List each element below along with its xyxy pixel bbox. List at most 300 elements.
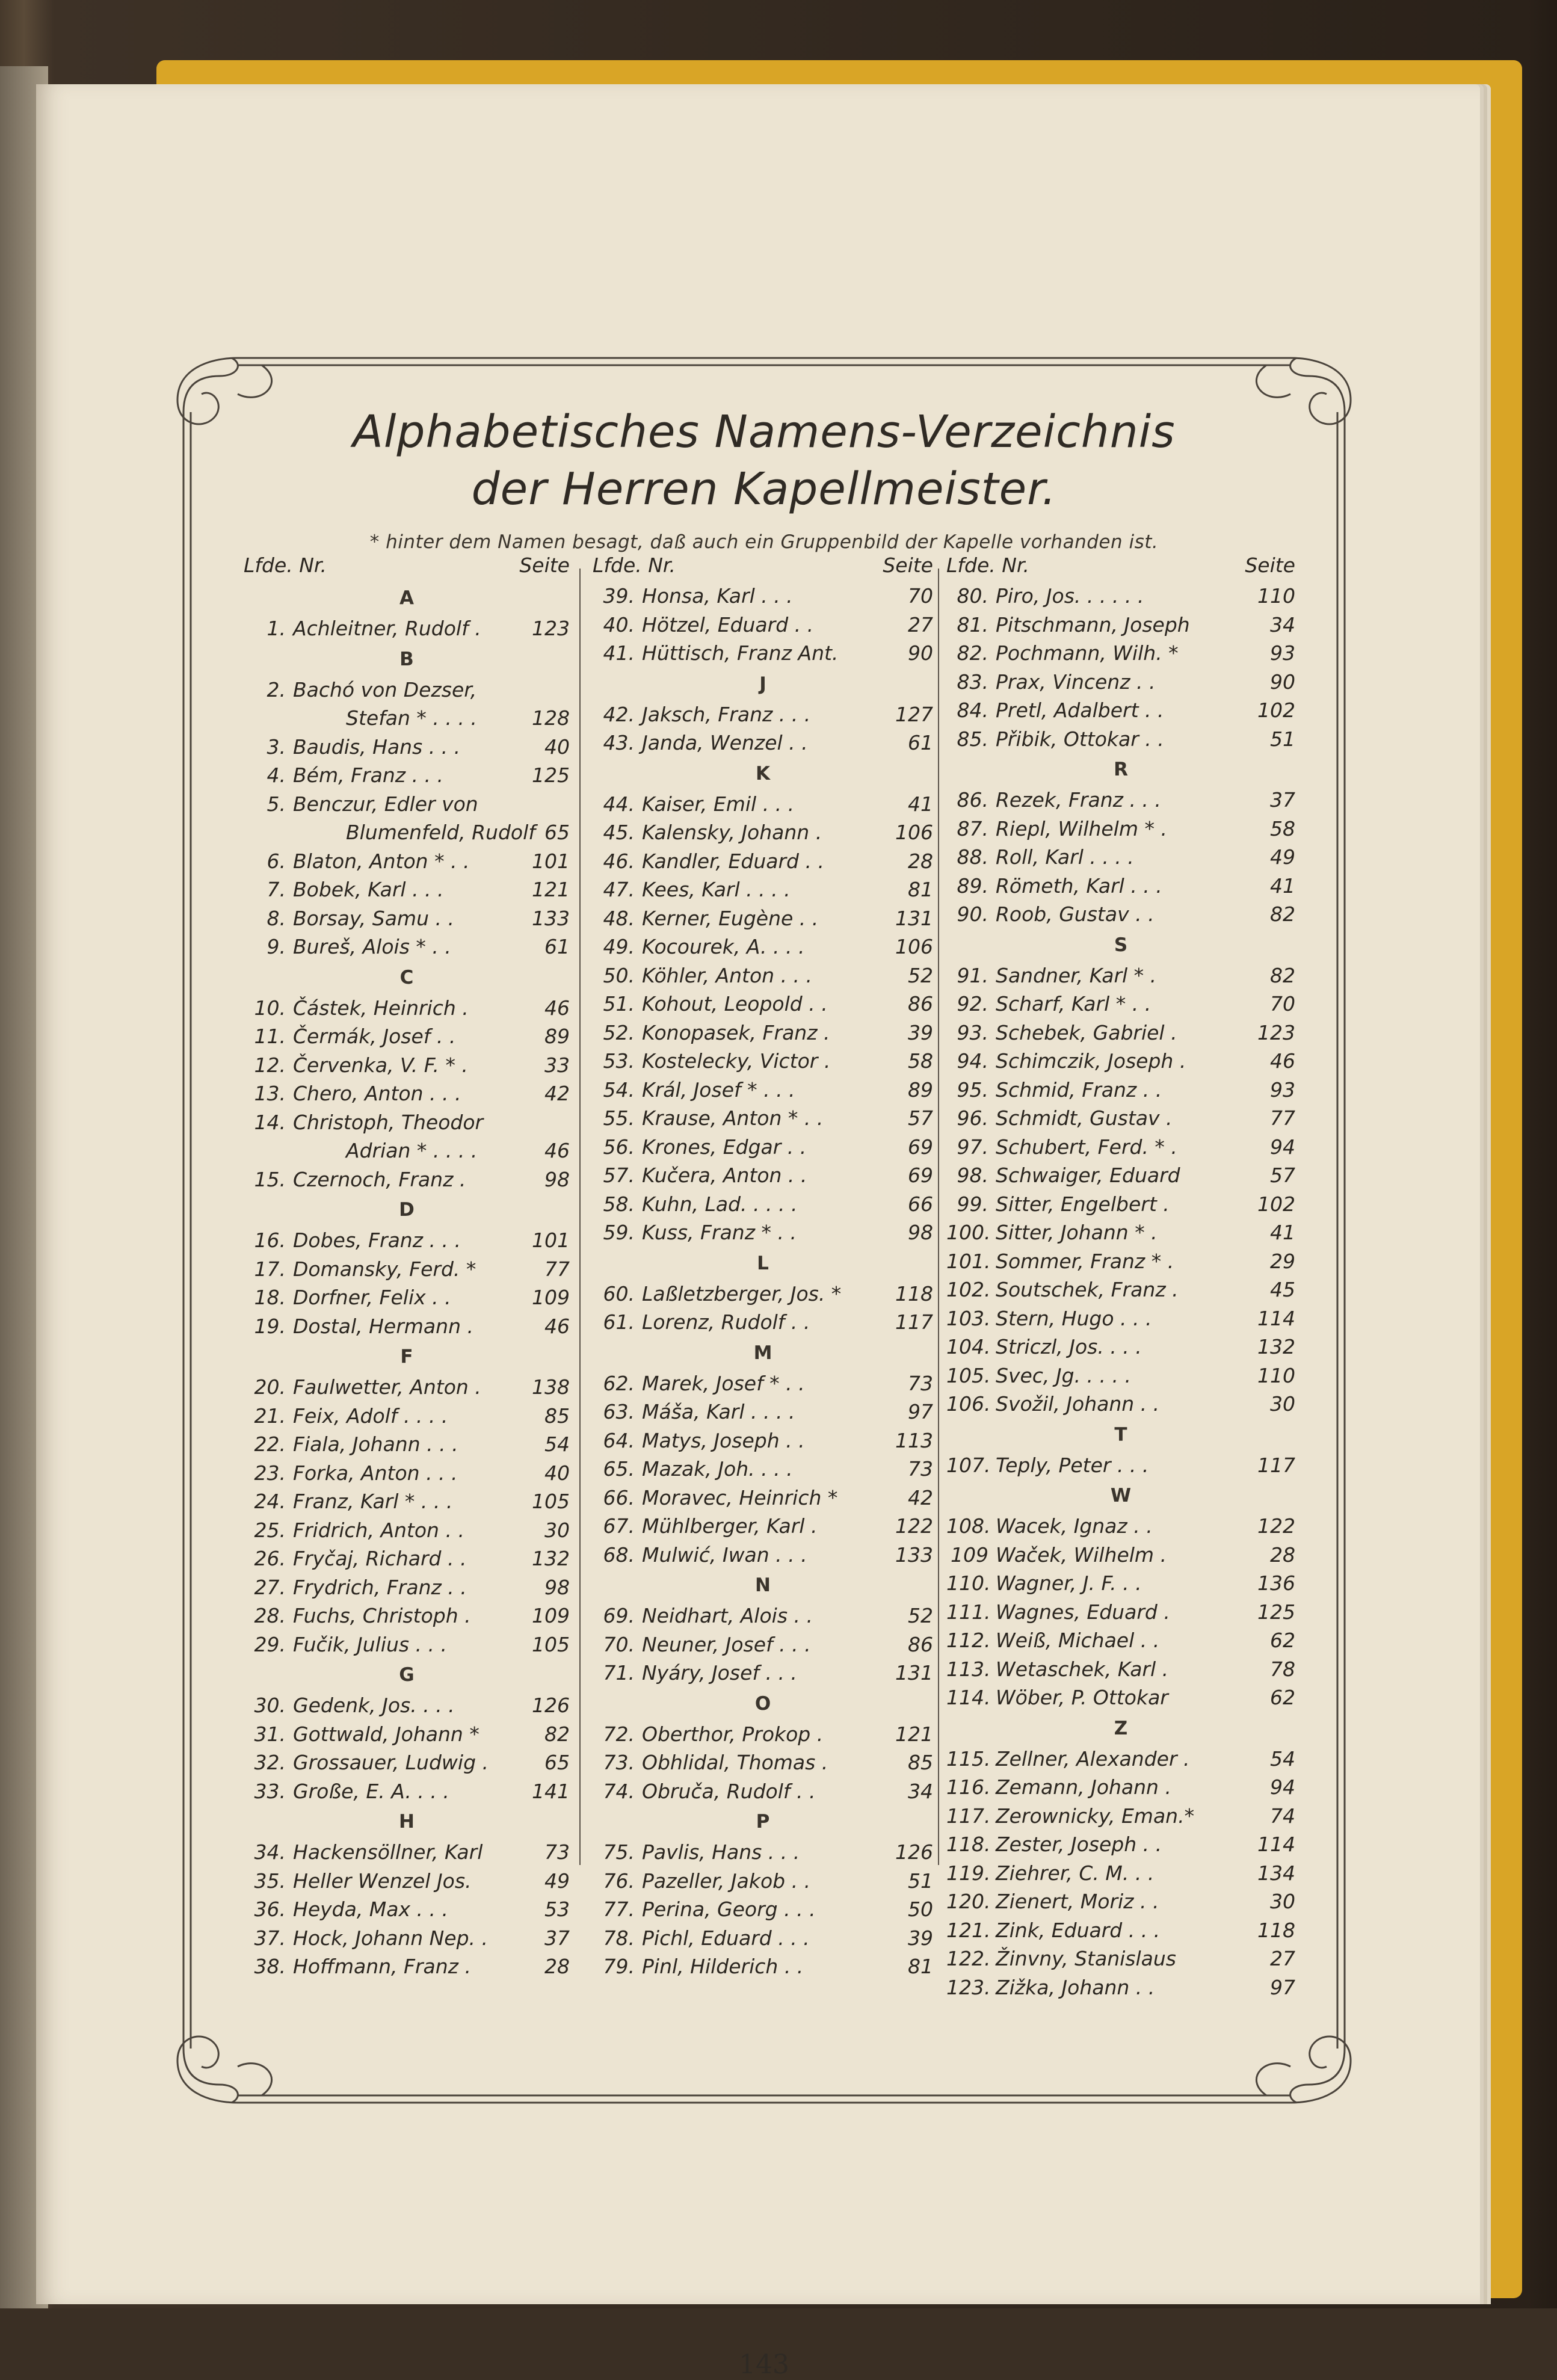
index-entry bbox=[244, 1924, 570, 1953]
section-letter: P bbox=[756, 1811, 770, 1833]
index-entry bbox=[593, 1630, 933, 1659]
index-entry bbox=[244, 1487, 570, 1516]
index-entry bbox=[593, 1190, 933, 1219]
entry-name: Perina, Georg . . . bbox=[642, 1898, 816, 1921]
entry-page: 134 bbox=[1257, 1861, 1295, 1885]
entry-page: 117 bbox=[895, 1310, 933, 1334]
entry-page: 93 bbox=[1270, 641, 1295, 665]
column-header-number: Lfde. Nr. bbox=[946, 553, 1029, 577]
entry-page: 28 bbox=[908, 849, 933, 873]
entry-page: 74 bbox=[1270, 1804, 1295, 1828]
index-entry bbox=[244, 1255, 570, 1284]
entry-number: 74. bbox=[603, 1779, 635, 1803]
entry-number: 33. bbox=[254, 1779, 286, 1803]
index-entry bbox=[593, 1455, 933, 1484]
entry-name: Hüttisch, Franz Ant. bbox=[642, 641, 839, 665]
entry-name: Weiß, Michael . . bbox=[996, 1629, 1160, 1652]
index-entry bbox=[946, 1218, 1295, 1247]
index-entry bbox=[244, 875, 570, 904]
entry-name: Teply, Peter . . . bbox=[996, 1453, 1149, 1477]
entry-number: 110. bbox=[946, 1571, 991, 1595]
index-entry bbox=[244, 1602, 570, 1630]
entry-number: 30. bbox=[254, 1694, 286, 1717]
entry-name: Krones, Edgar . . bbox=[642, 1135, 807, 1159]
entry-page: 58 bbox=[908, 1049, 933, 1073]
index-entry bbox=[244, 1630, 570, 1659]
entry-name: Gottwald, Johann * bbox=[293, 1722, 479, 1746]
entry-page: 33 bbox=[544, 1053, 570, 1077]
entry-number: 36. bbox=[254, 1898, 286, 1921]
index-entry bbox=[946, 1104, 1295, 1133]
entry-number: 96. bbox=[957, 1106, 988, 1130]
entry-name: Zižka, Johann . . bbox=[996, 1975, 1155, 1999]
index-entry bbox=[946, 1047, 1295, 1076]
entry-page: 133 bbox=[895, 1543, 933, 1567]
entry-name: Svožil, Johann . . bbox=[996, 1392, 1160, 1416]
index-entry bbox=[946, 1390, 1295, 1419]
entry-name: Zerownicky, Eman.* bbox=[996, 1804, 1195, 1828]
entry-page: 73 bbox=[544, 1840, 570, 1864]
index-entry bbox=[244, 1312, 570, 1341]
entry-page: 77 bbox=[1270, 1106, 1295, 1130]
entry-page: 133 bbox=[532, 906, 570, 930]
column-header bbox=[593, 553, 933, 582]
entry-name: Feix, Adolf . . . . bbox=[293, 1404, 448, 1428]
entry-name: Ziehrer, C. M. . . bbox=[996, 1861, 1155, 1885]
entry-name: Konopasek, Franz . bbox=[642, 1020, 830, 1044]
entry-page: 62 bbox=[1270, 1629, 1295, 1652]
entry-page: 51 bbox=[1270, 727, 1295, 751]
entry-number: 95. bbox=[957, 1077, 988, 1102]
section-letter: H bbox=[399, 1811, 415, 1833]
entry-number: 65. bbox=[603, 1457, 635, 1481]
entry-name: Neidhart, Alois . . bbox=[642, 1604, 813, 1627]
entry-name: Pichl, Eduard . . . bbox=[642, 1926, 810, 1950]
entry-page: 54 bbox=[1270, 1746, 1295, 1771]
entry-number: 72. bbox=[603, 1722, 635, 1746]
index-entry bbox=[946, 815, 1295, 843]
entry-number: 78. bbox=[603, 1926, 635, 1950]
entry-page: 27 bbox=[908, 612, 933, 637]
title-line-2: der Herren Kapellmeister. bbox=[471, 463, 1057, 515]
entry-page: 49 bbox=[1270, 845, 1295, 869]
index-entry bbox=[244, 1283, 570, 1312]
entry-number: 18. bbox=[254, 1286, 286, 1309]
index-entry bbox=[593, 1047, 933, 1076]
index-entry bbox=[593, 1369, 933, 1398]
entry-number: 47. bbox=[603, 878, 635, 901]
entry-page: 82 bbox=[544, 1722, 570, 1746]
index-entry bbox=[946, 1076, 1295, 1105]
entry-page: 90 bbox=[1270, 670, 1295, 694]
entry-name: Sommer, Franz * . bbox=[996, 1249, 1174, 1273]
entry-name: Pinl, Hilderich . . bbox=[642, 1955, 804, 1978]
entry-page: 46 bbox=[544, 1139, 570, 1162]
entry-name: Zester, Joseph . . bbox=[996, 1833, 1162, 1856]
entry-page: 106 bbox=[895, 821, 933, 844]
section-letter: Z bbox=[1114, 1717, 1128, 1739]
entry-name: Sitter, Johann * . bbox=[996, 1221, 1158, 1244]
entry-page: 127 bbox=[895, 702, 933, 726]
entry-page: 110 bbox=[1257, 1363, 1295, 1387]
section-letter: F bbox=[400, 1346, 413, 1367]
index-entry bbox=[946, 1190, 1295, 1219]
index-column-2 bbox=[593, 553, 933, 1981]
entry-number: 38. bbox=[254, 1955, 286, 1978]
index-entry bbox=[244, 1691, 570, 1720]
entry-page: 50 bbox=[908, 1898, 933, 1921]
index-entry bbox=[946, 1275, 1295, 1304]
column-header bbox=[946, 553, 1295, 582]
entry-page: 102 bbox=[1257, 698, 1295, 722]
entry-page: 82 bbox=[1270, 963, 1295, 987]
entry-number: 49. bbox=[603, 935, 635, 958]
entry-number: 15. bbox=[254, 1167, 286, 1191]
index-entry bbox=[946, 1683, 1295, 1712]
section-letter: K bbox=[755, 762, 771, 785]
entry-name: Kučera, Anton . . bbox=[642, 1164, 807, 1187]
entry-page: 39 bbox=[908, 1020, 933, 1044]
entry-name: Schubert, Ferd. * . bbox=[996, 1135, 1177, 1159]
entry-number: 56. bbox=[603, 1135, 635, 1159]
entry-number: 97. bbox=[957, 1135, 988, 1159]
entry-number: 79. bbox=[603, 1955, 635, 1978]
section-letter: G bbox=[399, 1664, 415, 1686]
entry-number: 94. bbox=[957, 1049, 988, 1073]
entry-number: 9. bbox=[267, 935, 286, 958]
index-entry bbox=[946, 1973, 1295, 2002]
entry-name: Fučik, Julius . . . bbox=[293, 1632, 447, 1656]
entry-page: 101 bbox=[532, 1229, 570, 1252]
entry-number: 45. bbox=[603, 821, 635, 844]
section-letter: O bbox=[754, 1692, 771, 1715]
entry-page: 89 bbox=[544, 1025, 570, 1048]
entry-name: Červenka, V. F. * . bbox=[293, 1053, 468, 1077]
entry-page: 28 bbox=[544, 1955, 570, 1978]
entry-page: 136 bbox=[1257, 1571, 1295, 1595]
entry-page: 37 bbox=[544, 1926, 570, 1950]
index-entry bbox=[946, 725, 1295, 754]
entry-page: 39 bbox=[908, 1926, 933, 1950]
entry-page: 52 bbox=[908, 963, 933, 987]
entry-name: Kocourek, A. . . . bbox=[642, 935, 805, 958]
index-entry bbox=[593, 933, 933, 961]
entry-number: 5. bbox=[267, 792, 286, 816]
index-entry bbox=[244, 676, 570, 704]
entry-page: 141 bbox=[532, 1779, 570, 1803]
entry-name: Schwaiger, Eduard bbox=[996, 1164, 1180, 1187]
entry-name: Mühlberger, Karl . bbox=[642, 1514, 818, 1538]
entry-name: Roll, Karl . . . . bbox=[996, 845, 1134, 869]
entry-name: Köhler, Anton . . . bbox=[642, 963, 813, 987]
index-entry bbox=[946, 1161, 1295, 1190]
entry-number: 52. bbox=[603, 1020, 635, 1044]
entry-page: 41 bbox=[908, 792, 933, 816]
entry-number: 54. bbox=[603, 1077, 635, 1102]
entry-number: 41. bbox=[603, 641, 635, 665]
entry-number: 51. bbox=[603, 992, 635, 1016]
column-header-page: Seite bbox=[1245, 553, 1295, 577]
index-entry bbox=[593, 1218, 933, 1247]
entry-page: 126 bbox=[895, 1840, 933, 1864]
entry-page: 62 bbox=[1270, 1686, 1295, 1709]
entry-number: 109 bbox=[951, 1543, 988, 1567]
entry-name: Rezek, Franz . . . bbox=[996, 788, 1161, 812]
entry-name: Marek, Josef * . . bbox=[642, 1371, 805, 1395]
entry-page: 97 bbox=[1270, 1975, 1295, 1999]
entry-name: Faulwetter, Anton . bbox=[293, 1375, 481, 1399]
entry-page: 94 bbox=[1270, 1135, 1295, 1159]
entry-page: 70 bbox=[1270, 992, 1295, 1016]
entry-page: 106 bbox=[895, 935, 933, 958]
entry-number: 61. bbox=[603, 1310, 635, 1334]
entry-name: Dorfner, Felix . . bbox=[293, 1286, 451, 1309]
entry-page: 117 bbox=[1257, 1453, 1295, 1477]
column-divider bbox=[938, 569, 939, 1865]
entry-page: 28 bbox=[1270, 1543, 1295, 1567]
entry-page: 114 bbox=[1257, 1833, 1295, 1856]
entry-name: Frydrich, Franz . . bbox=[293, 1575, 467, 1599]
entry-name: Dostal, Hermann . bbox=[293, 1314, 473, 1338]
entry-number: 13. bbox=[254, 1082, 286, 1105]
section-letter: N bbox=[755, 1574, 771, 1596]
index-entry bbox=[244, 1777, 570, 1806]
entry-name: Wagnes, Eduard . bbox=[996, 1600, 1170, 1624]
entry-number: 101. bbox=[946, 1249, 991, 1273]
entry-page: 113 bbox=[895, 1428, 933, 1452]
entry-name: Pitschmann, Joseph bbox=[996, 612, 1190, 637]
entry-name: Schmid, Franz . . bbox=[996, 1077, 1162, 1102]
entry-number: 59. bbox=[603, 1221, 635, 1244]
index-entry bbox=[593, 1659, 933, 1688]
index-entry bbox=[593, 729, 933, 757]
entry-number: 60. bbox=[603, 1281, 635, 1306]
entry-page: 27 bbox=[1270, 1947, 1295, 1970]
index-entry bbox=[946, 786, 1295, 815]
index-entry bbox=[946, 1541, 1295, 1570]
index-entry bbox=[593, 1512, 933, 1541]
entry-name: Wetaschek, Karl . bbox=[996, 1657, 1169, 1681]
entry-page: 69 bbox=[908, 1164, 933, 1187]
index-entry bbox=[946, 1333, 1295, 1361]
entry-name: Kuhn, Lad. . . . . bbox=[642, 1192, 798, 1216]
entry-name: Striczl, Jos. . . . bbox=[996, 1335, 1142, 1358]
entry-name: Janda, Wenzel . . bbox=[642, 731, 808, 754]
index-entry bbox=[244, 847, 570, 876]
entry-page: 41 bbox=[1270, 874, 1295, 898]
entry-name: Neuner, Josef . . . bbox=[642, 1632, 811, 1656]
entry-number: 106. bbox=[946, 1392, 991, 1416]
entry-number: 111. bbox=[946, 1600, 991, 1624]
index-entry bbox=[244, 1867, 570, 1896]
entry-page: 73 bbox=[908, 1371, 933, 1395]
entry-page: 42 bbox=[544, 1082, 570, 1105]
entry-number: 14. bbox=[254, 1110, 286, 1134]
index-entry bbox=[593, 1161, 933, 1190]
entry-number: 116. bbox=[946, 1775, 991, 1799]
entry-number: 32. bbox=[254, 1751, 286, 1774]
index-entry bbox=[244, 1165, 570, 1194]
entry-number: 102. bbox=[946, 1278, 991, 1301]
index-entry bbox=[244, 1516, 570, 1545]
entry-name: Žinvny, Stanislaus bbox=[996, 1947, 1176, 1970]
entry-name: Jaksch, Franz . . . bbox=[642, 702, 811, 726]
entry-name: Wagner, J. F. . . bbox=[996, 1571, 1142, 1595]
entry-number: 22. bbox=[254, 1432, 286, 1456]
entry-number: 82. bbox=[957, 641, 988, 665]
asterisk-note: * hinter dem Namen besagt, daß auch ein Gruppenbild der Kapelle vorhanden ist. bbox=[369, 531, 1159, 553]
entry-name: Oberthor, Prokop . bbox=[642, 1722, 824, 1746]
entry-name: Lorenz, Rudolf . . bbox=[642, 1310, 810, 1334]
entry-number: 40. bbox=[603, 612, 635, 637]
entry-number: 108. bbox=[946, 1514, 991, 1538]
entry-number: 37. bbox=[254, 1926, 286, 1950]
entry-name: Mulwić, Iwan . . . bbox=[642, 1543, 807, 1567]
index-entry bbox=[244, 904, 570, 933]
index-entry bbox=[946, 1512, 1295, 1541]
entry-name: Fridrich, Anton . . bbox=[293, 1518, 464, 1542]
entry-number: 80. bbox=[957, 584, 988, 608]
index-entry bbox=[946, 900, 1295, 929]
index-entry bbox=[593, 1867, 933, 1896]
entry-page: 131 bbox=[895, 1661, 933, 1685]
entry-name: Obhlidal, Thomas . bbox=[642, 1751, 828, 1774]
entry-page: 89 bbox=[908, 1077, 933, 1102]
entry-number: 43. bbox=[603, 731, 635, 754]
entry-number: 16. bbox=[254, 1229, 286, 1252]
entry-page: 61 bbox=[544, 935, 570, 958]
entry-page: 114 bbox=[1257, 1306, 1295, 1330]
index-entry bbox=[946, 611, 1295, 640]
entry-page: 138 bbox=[532, 1375, 570, 1399]
entry-page: 98 bbox=[544, 1575, 570, 1599]
entry-page: 34 bbox=[1270, 612, 1295, 637]
entry-page: 125 bbox=[1257, 1600, 1295, 1624]
entry-page: 51 bbox=[908, 1869, 933, 1893]
ornamental-frame bbox=[165, 340, 1363, 2380]
entry-name: Pavlis, Hans . . . bbox=[642, 1840, 800, 1864]
column-header-number: Lfde. Nr. bbox=[593, 553, 676, 577]
index-entry bbox=[593, 639, 933, 668]
entry-name: Scharf, Karl * . . bbox=[996, 992, 1152, 1016]
entry-name: Baudis, Hans . . . bbox=[293, 735, 461, 759]
entry-page: 118 bbox=[895, 1281, 933, 1306]
entry-name: Zellner, Alexander . bbox=[996, 1746, 1190, 1771]
entry-page: 105 bbox=[532, 1490, 570, 1513]
entry-number: 28. bbox=[254, 1604, 286, 1627]
entry-number: 2. bbox=[267, 677, 286, 701]
entry-name: Kohout, Leopold . . bbox=[642, 992, 828, 1016]
index-entry bbox=[244, 1226, 570, 1255]
index-entry bbox=[244, 1051, 570, 1080]
entry-page: 132 bbox=[1257, 1335, 1295, 1358]
entry-name: Dobes, Franz . . . bbox=[293, 1229, 461, 1252]
entry-number: 39. bbox=[603, 584, 635, 608]
entry-page: 57 bbox=[908, 1106, 933, 1130]
entry-page: 98 bbox=[544, 1167, 570, 1191]
entry-name: Částek, Heinrich . bbox=[293, 996, 469, 1020]
page-number: 143 bbox=[739, 2349, 789, 2380]
entry-number: 76. bbox=[603, 1869, 635, 1893]
section-letter: C bbox=[399, 966, 414, 988]
index-entry bbox=[946, 1773, 1295, 1802]
index-entry bbox=[244, 1430, 570, 1459]
entry-number: 64. bbox=[603, 1428, 635, 1452]
index-entry bbox=[593, 1133, 933, 1162]
entry-name: Bureš, Alois * . . bbox=[293, 935, 451, 958]
entry-number: 119. bbox=[946, 1861, 991, 1885]
index-entry bbox=[946, 1944, 1295, 1973]
entry-number: 3. bbox=[267, 735, 286, 759]
entry-page: 126 bbox=[532, 1694, 570, 1717]
entry-name: Benczur, Edler von bbox=[293, 792, 478, 816]
index-entry bbox=[946, 1451, 1295, 1480]
entry-number: 89. bbox=[957, 874, 988, 898]
entry-name: Matys, Joseph . . bbox=[642, 1428, 805, 1452]
entry-name: Pochmann, Wilh. * bbox=[996, 641, 1179, 665]
index-entry bbox=[244, 994, 570, 1023]
index-entry bbox=[593, 1777, 933, 1806]
index-entry bbox=[946, 1745, 1295, 1774]
entry-number: 123. bbox=[946, 1975, 991, 1999]
entry-name: Kaiser, Emil . . . bbox=[642, 792, 795, 816]
index-entry bbox=[244, 704, 570, 733]
entry-name: Forka, Anton . . . bbox=[293, 1461, 458, 1485]
index-entry bbox=[593, 1484, 933, 1512]
entry-page: 41 bbox=[1270, 1221, 1295, 1244]
entry-page: 66 bbox=[908, 1192, 933, 1216]
entry-number: 19. bbox=[254, 1314, 286, 1338]
entry-name: Kees, Karl . . . . bbox=[642, 878, 791, 901]
entry-number: 81. bbox=[957, 612, 988, 637]
entry-page: 34 bbox=[908, 1779, 933, 1803]
entry-page: 86 bbox=[908, 1632, 933, 1656]
index-entry bbox=[946, 1859, 1295, 1888]
index-entry bbox=[593, 1895, 933, 1924]
index-entry bbox=[244, 933, 570, 961]
entry-name: Krause, Anton * . . bbox=[642, 1106, 824, 1130]
entry-number: 46. bbox=[603, 849, 635, 873]
column-divider bbox=[579, 569, 581, 1865]
entry-name: Kuss, Franz * . . bbox=[642, 1221, 797, 1244]
entry-number: 113. bbox=[946, 1657, 991, 1681]
entry-name: Domansky, Ferd. * bbox=[293, 1257, 476, 1281]
section-letter: R bbox=[1114, 759, 1128, 780]
entry-name: Zienert, Moriz . . bbox=[996, 1890, 1159, 1913]
entry-name: Czernoch, Franz . bbox=[293, 1167, 466, 1191]
column-header-page: Seite bbox=[519, 553, 570, 577]
index-entry bbox=[593, 1280, 933, 1309]
index-entry bbox=[593, 904, 933, 933]
entry-number: 66. bbox=[603, 1485, 635, 1509]
index-entry bbox=[244, 733, 570, 762]
entry-name: Fryčaj, Richard . . bbox=[293, 1547, 467, 1570]
entry-page: 78 bbox=[1270, 1657, 1295, 1681]
entry-name: Heyda, Max . . . bbox=[293, 1898, 448, 1921]
section-letter: J bbox=[759, 673, 766, 695]
entry-name: Obruča, Rudolf . . bbox=[642, 1779, 816, 1803]
entry-number: 85. bbox=[957, 727, 988, 751]
entry-number: 87. bbox=[957, 816, 988, 840]
entry-number: 12. bbox=[254, 1053, 286, 1077]
column-header-number: Lfde. Nr. bbox=[244, 553, 327, 577]
entry-name: Wöber, P. Ottokar bbox=[996, 1686, 1168, 1709]
entry-name: Kostelecky, Victor . bbox=[642, 1049, 831, 1073]
index-entry bbox=[593, 611, 933, 640]
entry-page: 118 bbox=[1257, 1918, 1295, 1942]
entry-page: 53 bbox=[544, 1898, 570, 1921]
entry-number: 44. bbox=[603, 792, 635, 816]
